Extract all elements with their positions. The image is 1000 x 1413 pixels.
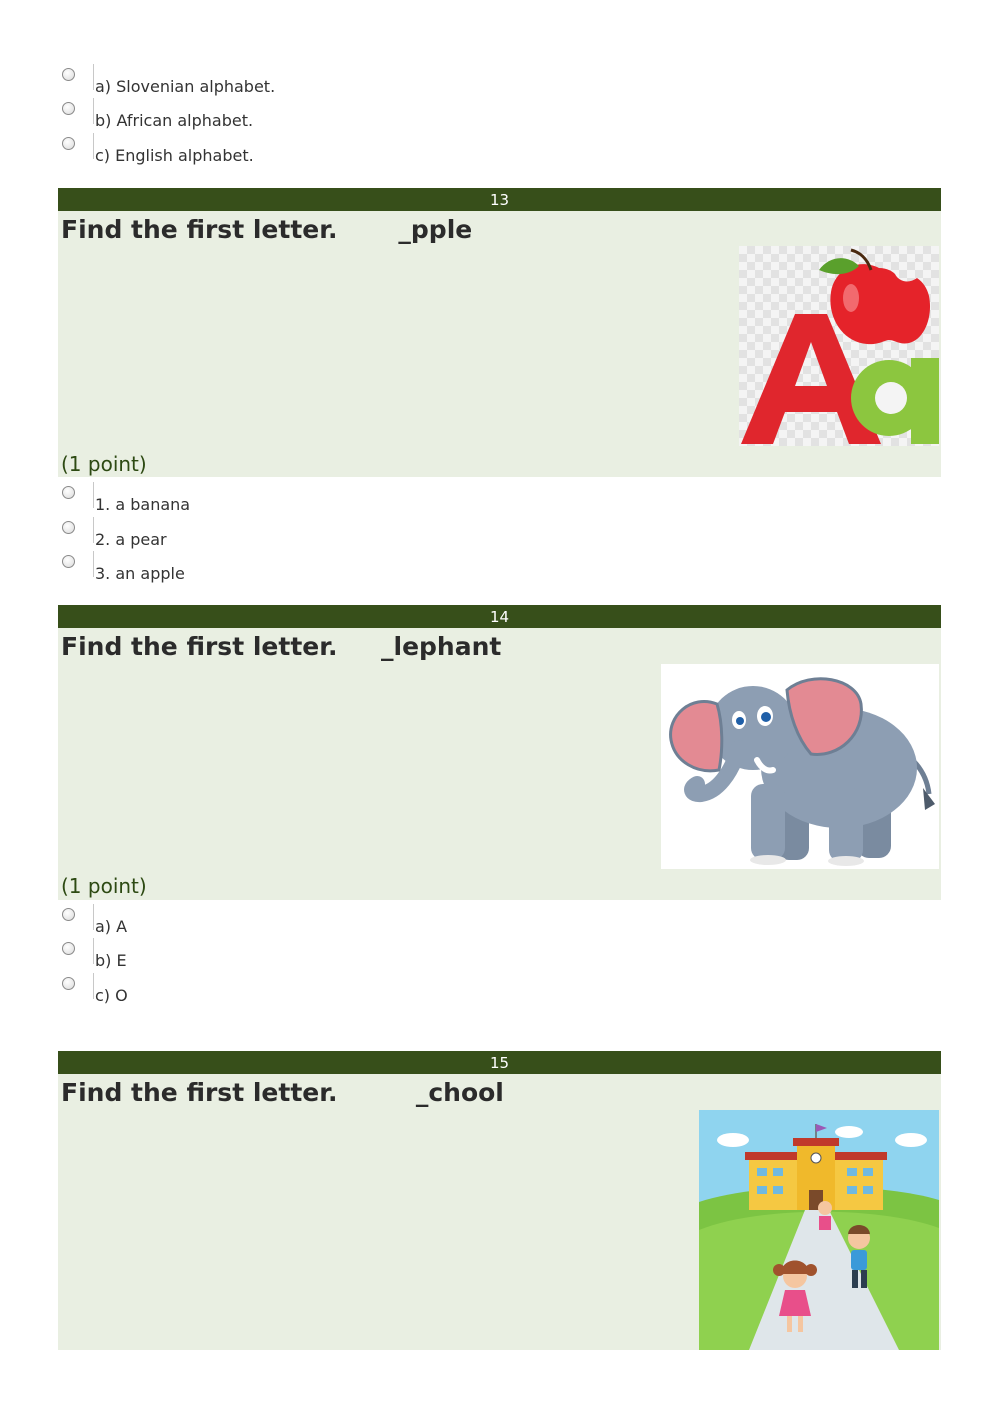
points-label: (1 point)	[61, 874, 147, 898]
question-title: Find the first letter. _chool	[61, 1078, 504, 1107]
option-divider	[93, 904, 94, 930]
radio-button[interactable]	[62, 102, 75, 115]
option-label: c) English alphabet.	[95, 146, 254, 165]
option-label: c) O	[95, 986, 128, 1005]
radio-button[interactable]	[62, 977, 75, 990]
option-label: b) African alphabet.	[95, 111, 254, 130]
question-title: Find the first letter. _pple	[61, 215, 473, 244]
option-divider	[93, 551, 94, 577]
option-divider	[93, 64, 94, 90]
question-title: Find the first letter. _lephant	[61, 632, 502, 661]
question-number-header: 13	[58, 188, 941, 211]
option-label: 1. a banana	[95, 495, 191, 514]
option-label: b) E	[95, 951, 127, 970]
option-divider	[93, 973, 94, 999]
radio-button[interactable]	[62, 555, 75, 568]
points-label: (1 point)	[61, 452, 147, 476]
option-label: 3. an apple	[95, 564, 185, 583]
radio-button[interactable]	[62, 137, 75, 150]
option-divider	[93, 133, 94, 159]
radio-button[interactable]	[62, 942, 75, 955]
question-card	[58, 628, 941, 900]
option-divider	[93, 482, 94, 508]
radio-button[interactable]	[62, 68, 75, 81]
question-number-header: 15	[58, 1051, 941, 1074]
school-children-icon	[699, 1110, 939, 1350]
letter-a-apple-icon	[739, 246, 939, 446]
question-card	[58, 211, 941, 477]
option-label: a) Slovenian alphabet.	[95, 77, 276, 96]
option-divider	[93, 98, 94, 124]
option-divider	[93, 938, 94, 964]
radio-button[interactable]	[62, 521, 75, 534]
question-number-header: 14	[58, 605, 941, 628]
option-label: 2. a pear	[95, 530, 167, 549]
option-divider	[93, 517, 94, 543]
radio-button[interactable]	[62, 486, 75, 499]
radio-button[interactable]	[62, 908, 75, 921]
option-label: a) A	[95, 917, 128, 936]
elephant-icon	[661, 664, 939, 869]
question-card	[58, 1074, 941, 1350]
